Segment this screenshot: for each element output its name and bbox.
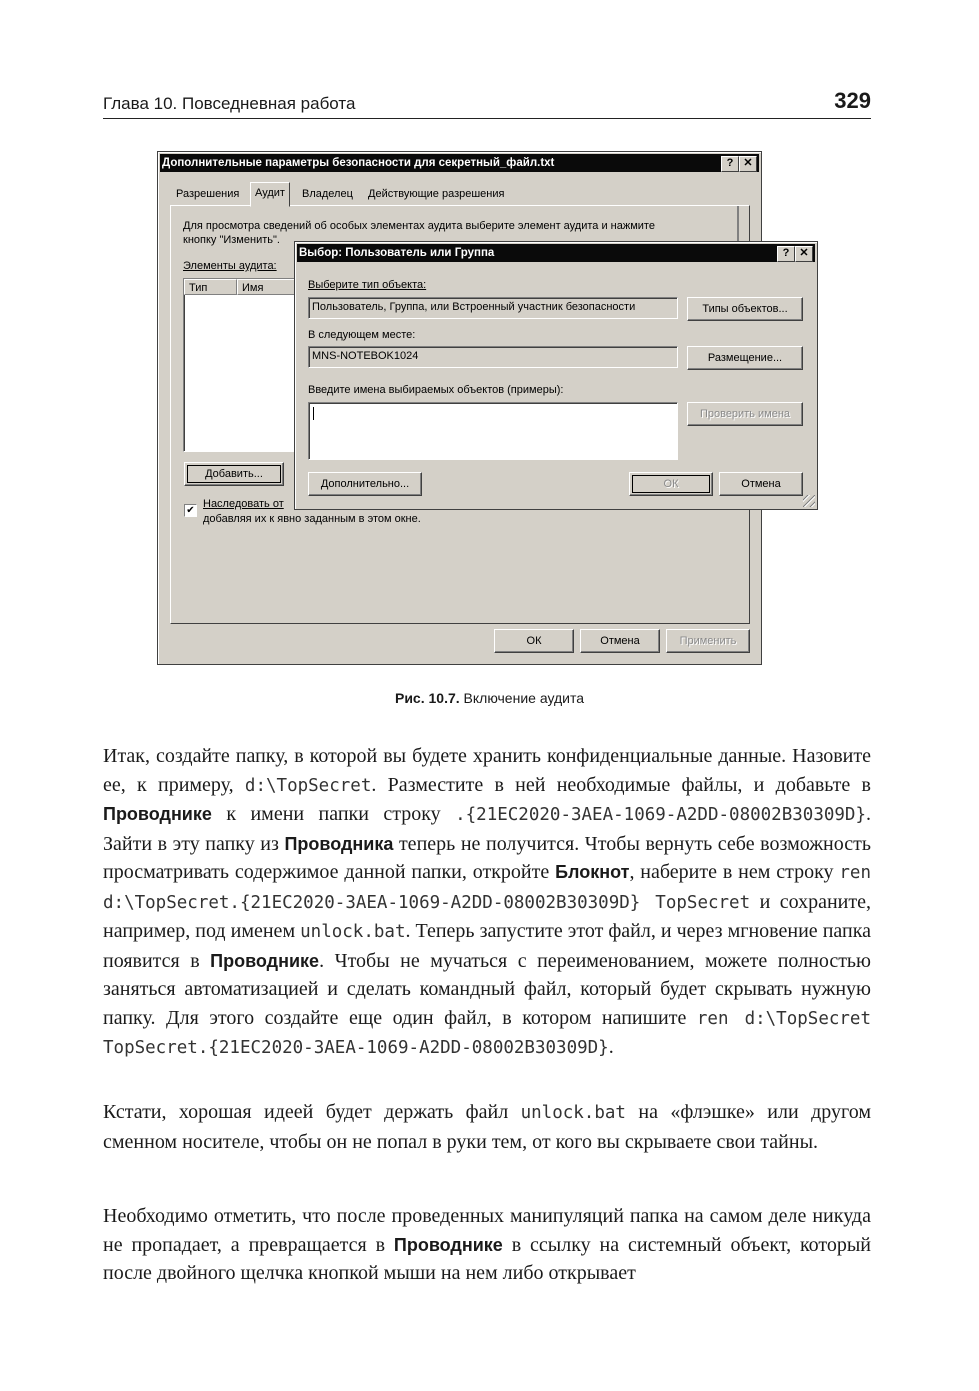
tab-permissions[interactable]: Разрешения — [176, 188, 240, 200]
cancel-button[interactable]: Отмена — [580, 629, 660, 653]
select-user-titlebar — [297, 244, 815, 262]
text-caret — [313, 407, 314, 420]
text-run: к имени папки строку — [211, 803, 456, 825]
object-type-label: Выберите тип объекта: — [308, 279, 427, 291]
help-icon[interactable]: ? — [777, 246, 795, 262]
audit-entries-label: Элементы аудита: — [183, 260, 277, 272]
resize-grip-icon[interactable] — [803, 495, 815, 507]
figure-caption — [0, 690, 979, 706]
tab-audit[interactable]: Аудит — [250, 182, 290, 207]
column-header-name[interactable]: Имя — [237, 279, 433, 295]
code-fragment: .{21EC2020-3AEA-1069-A2DD-08002B30309D} — [455, 805, 866, 825]
figure-title: Включение аудита — [463, 690, 585, 706]
text-run: в ссылку на системный объект, который после двойного щелчка кнопкой мыши на нем либо открывает — [103, 1233, 872, 1284]
tab-owner[interactable]: Владелец — [302, 188, 353, 200]
panel-scrollbar[interactable] — [737, 206, 739, 246]
text-run: теперь не получится. Чтобы вернуть себе возможность просматривать содержимое данной папки, откройте — [103, 832, 871, 883]
tab-strip — [170, 184, 750, 206]
select-cancel-button[interactable]: Отмена — [719, 472, 803, 496]
text-run: и сохраните, например, под именем — [103, 890, 871, 942]
select-user-dialog — [294, 241, 818, 510]
text-run: , наберите в нем строку — [629, 861, 840, 883]
tab-effective-permissions[interactable]: Действующие разрешения — [368, 188, 505, 200]
code-fragment: ren d:\TopSecret TopSecret.{21EC2020-3AEA-1069-A2DD-08002B30309D} — [103, 1008, 871, 1058]
close-icon[interactable]: ✕ — [795, 246, 813, 262]
text-run: . Разместите в ней необходимые файлы, и добавьте в — [371, 773, 871, 796]
text-run: на «флэшке» или другом сменном носителе, чтобы он не попал в руки тем, от кого вы скрываете свои тайны. — [103, 1101, 871, 1153]
object-names-label: Введите имена выбираемых объектов (примеры): — [308, 384, 564, 396]
advanced-security-title: Дополнительные параметры безопасности для секретный_файл.txt — [162, 157, 555, 169]
chapter-title: Глава 10. Повседневная работа — [103, 94, 356, 113]
paragraph-2 — [103, 1098, 871, 1156]
text-run: Необходимо отметить, что после проведенных манипуляций папка на самом деле никуда не пропадает, а превращается в — [103, 1205, 871, 1256]
ok-button[interactable]: ОК — [494, 629, 574, 653]
object-types-button[interactable]: Типы объектов... — [687, 297, 803, 321]
locations-button[interactable]: Размещение... — [687, 346, 803, 370]
figure-number: Рис. 10.7. — [394, 690, 460, 706]
bold-term: Проводнике — [210, 950, 320, 971]
help-icon[interactable]: ? — [721, 156, 739, 172]
location-label: В следующем месте: — [308, 329, 416, 341]
text-run: Кстати, хорошая идеей будет держать файл — [103, 1101, 521, 1123]
close-icon[interactable]: ✕ — [739, 156, 757, 172]
code-fragment: d:\TopSecret — [244, 775, 372, 796]
paragraph-3 — [103, 1202, 871, 1288]
object-type-field: Пользователь, Группа, или Встроенный участник безопасности — [308, 297, 678, 319]
code-fragment: ren d:\TopSecret.{21EC2020-3AEA-1069-A2DD-08002B30309D} TopSecret — [103, 863, 871, 913]
audit-description-line1: Для просмотра сведений об особых элементах аудита выберите элемент аудита и нажмите — [183, 220, 655, 232]
inherit-label-line2: добавляя их к явно заданным в этом окне. — [203, 513, 421, 525]
text-run: Итак, создайте папку, в которой вы будете хранить конфиденциальные данные. Назовите ее, к примеру, — [103, 745, 871, 796]
advanced-button[interactable]: Дополнительно... — [308, 472, 422, 496]
text-run: . Чтобы не мучаться с переименованием, можете полностью заняться автоматизацией и сделать командный файл, который будет скрывать нужную папку. Для этого создайте еще один файл, в котором напишите — [103, 949, 871, 1029]
page-number: 329 — [834, 88, 871, 113]
select-user-title: Выбор: Пользователь или Группа — [299, 247, 495, 259]
select-ok-button[interactable]: ОК — [629, 472, 713, 496]
text-run: . Зайти в эту папку из — [103, 803, 871, 855]
object-names-input[interactable] — [308, 402, 678, 460]
text-run: . Теперь запустите этот файл, и через мгновение папка появится в — [103, 920, 871, 972]
apply-button[interactable]: Применить — [666, 629, 750, 653]
paragraph-1 — [103, 742, 871, 1063]
code-fragment: unlock.bat — [300, 922, 406, 942]
location-field: MNS-NOTEBOK1024 — [308, 346, 678, 368]
code-fragment: unlock.bat — [520, 1103, 626, 1123]
inherit-label-line1: Наследовать от — [203, 498, 284, 510]
bold-term: Проводнике — [393, 1234, 503, 1255]
check-names-button[interactable]: Проверить имена — [687, 402, 803, 426]
column-header-type[interactable]: Тип — [184, 279, 237, 295]
inherit-checkbox[interactable]: ✔ — [184, 504, 197, 517]
page-header — [103, 88, 871, 119]
bold-term: Проводника — [284, 833, 394, 854]
text-run: . — [608, 1036, 614, 1058]
bold-term: Блокнот — [555, 862, 630, 882]
bold-term: Проводнике — [103, 804, 212, 824]
advanced-security-titlebar — [160, 154, 759, 172]
add-button[interactable]: Добавить... — [184, 462, 284, 486]
audit-description-line2: кнопку "Изменить". — [183, 234, 280, 246]
